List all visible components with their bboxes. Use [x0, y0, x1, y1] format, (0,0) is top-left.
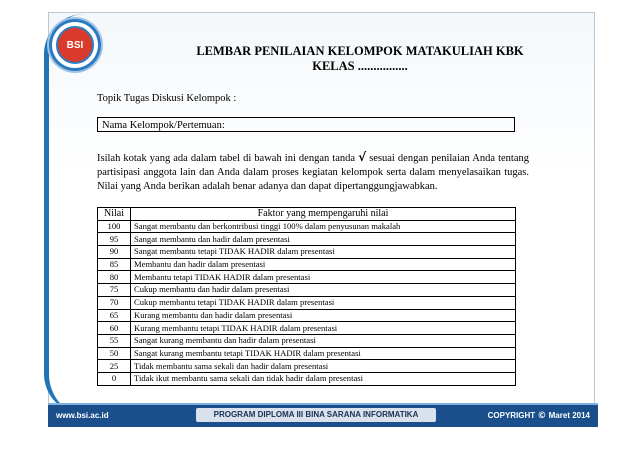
group-name-field[interactable]: Nama Kelompok/Pertemuan: — [97, 117, 515, 132]
table-row[interactable] — [98, 296, 516, 309]
nilai-cell: 85 — [98, 258, 131, 271]
copyright-date: Maret 2014 — [548, 411, 590, 420]
copyright-icon: © — [537, 411, 547, 421]
nilai-cell: 75 — [98, 284, 131, 297]
copyright-prefix: COPYRIGHT — [487, 411, 536, 420]
faktor-cell: Sangat kurang membantu tetapi TIDAK HADIR dalam presentasi — [131, 347, 516, 360]
nilai-cell: 70 — [98, 296, 131, 309]
instructions-text-2: sesuai dengan penilaian Anda tentang partisipasi anggota lain dan Anda dalam proses kegiatan kelompok serta dalam menyelasaikan tugas. Nilai yang Anda berikan adalah benar adanya dan dapat dipertanggungjawabkan. — [97, 153, 529, 192]
title-line-2: KELAS ................ — [312, 59, 408, 73]
footer-bar — [48, 403, 598, 427]
table-row[interactable] — [98, 258, 516, 271]
header-nilai: Nilai — [98, 208, 131, 221]
faktor-cell: Sangat membantu tetapi TIDAK HADIR dalam presentasi — [131, 246, 516, 259]
logo-emblem: BSI — [56, 26, 94, 64]
faktor-cell: Sangat kurang membantu dan hadir dalam presentasi — [131, 334, 516, 347]
table-header-row — [98, 208, 516, 221]
table-row[interactable] — [98, 347, 516, 360]
faktor-cell: Cukup membantu dan hadir dalam presentasi — [131, 284, 516, 297]
nilai-cell: 65 — [98, 309, 131, 322]
header-faktor: Faktor yang mempengaruhi nilai — [131, 208, 516, 221]
bsi-logo — [52, 22, 98, 68]
faktor-cell: Kurang membantu tetapi TIDAK HADIR dalam presentasi — [131, 322, 516, 335]
title-line-1: LEMBAR PENILAIAN KELOMPOK MATAKULIAH KBK — [196, 44, 524, 58]
nilai-cell: 0 — [98, 372, 131, 385]
table-row[interactable] — [98, 334, 516, 347]
score-table — [97, 207, 516, 386]
table-row[interactable] — [98, 246, 516, 259]
faktor-cell: Kurang membantu dan hadir dalam presentasi — [131, 309, 516, 322]
nilai-cell: 55 — [98, 334, 131, 347]
faktor-cell: Cukup membantu tetapi TIDAK HADIR dalam presentasi — [131, 296, 516, 309]
nilai-cell: 95 — [98, 233, 131, 246]
table-row[interactable] — [98, 220, 516, 233]
footer-copyright — [488, 411, 590, 421]
nilai-cell: 100 — [98, 220, 131, 233]
nilai-cell: 25 — [98, 360, 131, 373]
page-title — [100, 44, 620, 74]
table-row[interactable] — [98, 309, 516, 322]
faktor-cell: Sangat membantu dan hadir dalam presentasi — [131, 233, 516, 246]
table-row[interactable] — [98, 322, 516, 335]
faktor-cell: Membantu tetapi TIDAK HADIR dalam presentasi — [131, 271, 516, 284]
faktor-cell: Tidak membantu sama sekali dan hadir dalam presentasi — [131, 360, 516, 373]
nilai-cell: 90 — [98, 246, 131, 259]
table-row[interactable] — [98, 233, 516, 246]
faktor-cell: Sangat membantu dan berkontribusi tinggi 100% dalam penyusunan makalah — [131, 220, 516, 233]
table-row[interactable] — [98, 271, 516, 284]
table-row[interactable] — [98, 284, 516, 297]
decorative-arc — [44, 14, 101, 414]
check-mark-icon: √ — [358, 150, 367, 164]
faktor-cell: Membantu dan hadir dalam presentasi — [131, 258, 516, 271]
nilai-cell: 80 — [98, 271, 131, 284]
footer-program-label: PROGRAM DIPLOMA III BINA SARANA INFORMATIKA — [196, 408, 436, 422]
nilai-cell: 50 — [98, 347, 131, 360]
nilai-cell: 60 — [98, 322, 131, 335]
faktor-cell: Tidak ikut membantu sama sekali dan tidak hadir dalam presentasi — [131, 372, 516, 385]
footer-website-link[interactable]: www.bsi.ac.id — [56, 411, 109, 420]
table-row[interactable] — [98, 360, 516, 373]
topic-label: Topik Tugas Diskusi Kelompok : — [97, 93, 237, 104]
table-row[interactable] — [98, 372, 516, 385]
instructions — [97, 150, 529, 194]
instructions-text-1: Isilah kotak yang ada dalam tabel di bawah ini dengan tanda — [97, 153, 359, 164]
